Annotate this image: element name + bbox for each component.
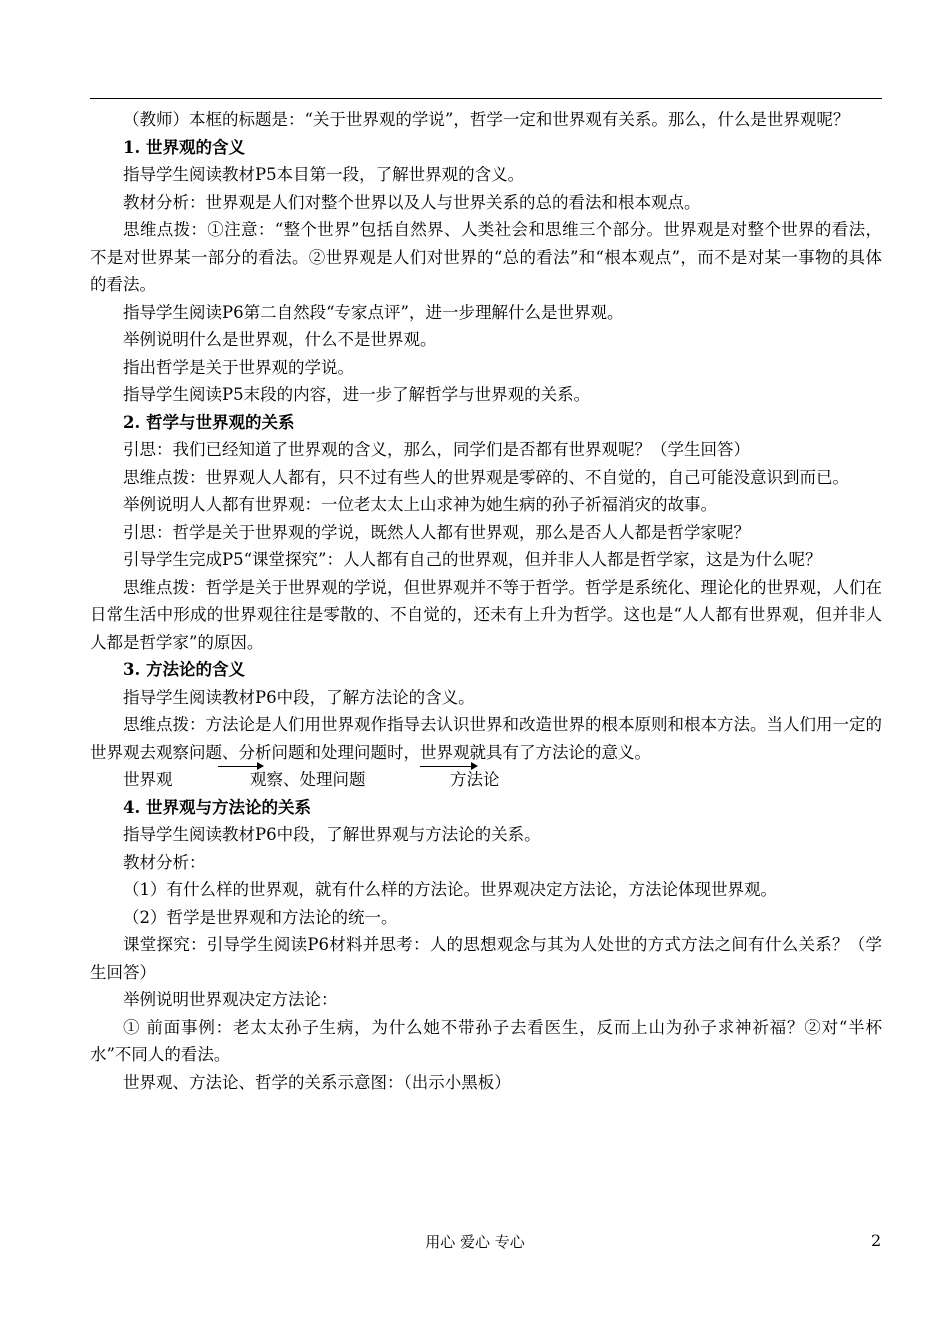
paragraph: 思维点拨：方法论是人们用世界观作指导去认识世界和改造世界的根本原则和根本方法。当人们用一定的世界观去观察问题、分析问题和处理问题时，世界观就具有了方法论的意义。 — [90, 715, 882, 762]
paragraph: 指导学生阅读教材P6中段，了解方法论的含义。 — [123, 687, 475, 707]
document-body — [90, 106, 882, 1096]
paragraph: 指出哲学是关于世界观的学说。 — [123, 357, 354, 377]
flow-methodology: 方法论 — [450, 770, 500, 789]
paragraph: （2）哲学是世界观和方法论的统一。 — [123, 907, 398, 927]
header-rule — [90, 98, 882, 99]
flow-observe: 观察、处理问题 — [250, 770, 366, 789]
paragraph: 引思：哲学是关于世界观的学说，既然人人都有世界观，那么是否人人都是哲学家呢？ — [123, 522, 750, 542]
paragraph: ① 前面事例：老太太孙子生病，为什么她不带孙子去看医生，反而上山为孙子求神祈福？②对“半杯水”不同人的看法。 — [90, 1017, 882, 1064]
paragraph: 指导学生阅读P6第二自然段“专家点评”，进一步理解什么是世界观。 — [123, 302, 624, 322]
paragraph: 举例说明世界观决定方法论： — [123, 990, 338, 1009]
page-number: 2 — [871, 1231, 882, 1250]
paragraph: 教材分析：世界观是人们对整个世界以及人与世界关系的总的看法和根本观点。 — [123, 192, 701, 212]
paragraph: 思维点拨：世界观人人都有，只不过有些人的世界观是零碎的、不自觉的，自己可能没意识到而已。 — [123, 467, 849, 487]
paragraph: 举例说明人人都有世界观：一位老太太上山求神为她生病的孙子祈福消灾的故事。 — [123, 495, 717, 514]
paragraph: 课堂探究：引导学生阅读P6材料并思考：人的思想观念与其为人处世的方式方法之间有什么关系？（学生回答） — [90, 935, 882, 982]
flow-diagram — [90, 766, 882, 794]
paragraph: 思维点拨：哲学是关于世界观的学说，但世界观并不等于哲学。哲学是系统化、理论化的世界观，人们在日常生活中形成的世界观往往是零散的、不自觉的，还未有上升为哲学。这也是“人人都有世界观，但并非人人都是哲学家”的原因。 — [90, 577, 882, 652]
section-heading: 2. 哲学与世界观的关系 — [123, 412, 295, 432]
paragraph: 世界观、方法论、哲学的关系示意图：（出示小黑板） — [123, 1072, 511, 1092]
paragraph: 思维点拨：①注意：“整个世界”包括自然界、人类社会和思维三个部分。世界观是对整个世界的看法，不是对世界某一部分的看法。②世界观是人们对世界的“总的看法”和“根本观点”，而不是对某一事物的具体的看法。 — [90, 220, 882, 294]
section-block-2 — [90, 794, 882, 1097]
section-heading: 1. 世界观的含义 — [123, 137, 245, 157]
flow-worldview: 世界观 — [123, 770, 173, 789]
section-block-1 — [90, 106, 882, 766]
paragraph: 引思：我们已经知道了世界观的含义，那么，同学们是否都有世界观呢？（学生回答） — [123, 440, 750, 459]
paragraph: 教材分析： — [123, 852, 206, 872]
paragraph: 指导学生阅读教材P5本目第一段，了解世界观的含义。 — [123, 165, 525, 184]
paragraph: 引导学生完成P5“课堂探究”：人人都有自己的世界观，但并非人人都是哲学家，这是为什么呢？ — [123, 550, 822, 569]
paragraph: 举例说明什么是世界观，什么不是世界观。 — [123, 330, 437, 349]
paragraph: 指导学生阅读P5末段的内容，进一步了解哲学与世界观的关系。 — [123, 385, 591, 404]
section-heading: 4. 世界观与方法论的关系 — [123, 797, 311, 817]
paragraph: （教师）本框的标题是：“关于世界观的学说”，哲学一定和世界观有关系。那么，什么是世界观呢？ — [123, 110, 850, 129]
footer-motto: 用心 爱心 专心 — [425, 1233, 525, 1251]
paragraph: （1）有什么样的世界观，就有什么样的方法论。世界观决定方法论，方法论体现世界观。 — [123, 880, 777, 899]
section-heading: 3. 方法论的含义 — [123, 660, 245, 679]
paragraph: 指导学生阅读教材P6中段，了解世界观与方法论的关系。 — [123, 825, 541, 844]
